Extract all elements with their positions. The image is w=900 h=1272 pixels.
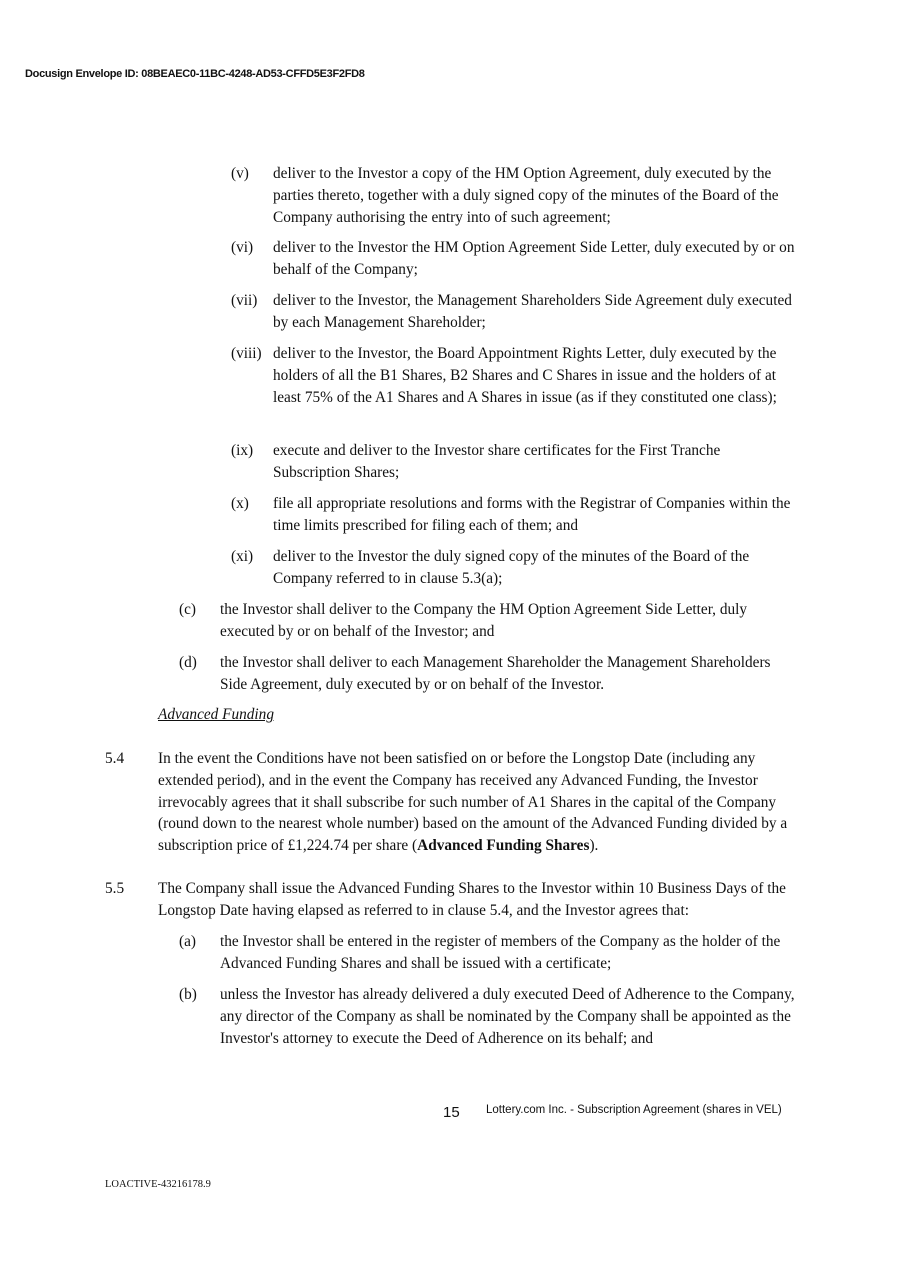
page-number: 15	[443, 1104, 460, 1121]
clause-text-part: In the event the Conditions have not been satisfied on or before the Longstop Date (including any extended period), and in the event the Company has received any Advanced Funding, the Investor irrevocably agrees that it shall subscribe for such number of A1 Shares in the capital of the Company (round down to the nearest whole number) based on the amount of the Advanced Funding divided by a subscription price of £1,224.74 per share (	[158, 750, 788, 855]
item-number: (c)	[179, 601, 196, 618]
clause-text-part: ).	[589, 837, 599, 855]
item-number: (b)	[179, 986, 197, 1003]
item-text: deliver to the Investor the HM Option Agreement Side Letter, duly executed by or on behalf of the Company;	[273, 239, 795, 278]
item-number: (vi)	[231, 239, 254, 256]
item-number: (v)	[231, 165, 249, 182]
item-number: (d)	[179, 654, 197, 671]
section-heading: Advanced Funding	[158, 706, 274, 723]
item-number: (ix)	[231, 442, 254, 459]
item-text: unless the Investor has already delivered a duly executed Deed of Adherence to the Company, any director of the Company as shall be nominated by the Company shall be appointed as the Investor's attorney to execute the Deed of Adherence on its behalf; and	[220, 986, 795, 1047]
item-number: (a)	[179, 933, 196, 950]
item-text: the Investor shall be entered in the register of members of the Company as the holder of the Advanced Funding Shares and shall be issued with a certificate;	[220, 933, 781, 972]
item-text: the Investor shall deliver to each Management Shareholder the Management Shareholders Side Agreement, duly executed by or on behalf of the Investor.	[220, 654, 771, 693]
item-number: (vii)	[231, 292, 258, 309]
item-text: deliver to the Investor a copy of the HM Option Agreement, duly executed by the parties thereto, together with a duly signed copy of the minutes of the Board of the Company authorising the entry into of such agreement;	[273, 165, 779, 226]
clause-number: 5.4	[105, 750, 125, 767]
item-number: (viii)	[231, 345, 262, 362]
item-text: execute and deliver to the Investor share certificates for the First Tranche Subscription Shares;	[273, 442, 721, 481]
item-text: deliver to the Investor the duly signed copy of the minutes of the Board of the Company referred to in clause 5.3(a);	[273, 548, 750, 587]
clause-number: 5.5	[105, 880, 125, 897]
item-text: the Investor shall deliver to the Company the HM Option Agreement Side Letter, duly executed by or on behalf of the Investor; and	[220, 601, 748, 640]
item-number: (xi)	[231, 548, 254, 565]
clause-text	[158, 748, 806, 857]
docusign-envelope-id: Docusign Envelope ID: 08BEAEC0-11BC-4248-AD53-CFFD5E3F2FD8	[25, 68, 365, 80]
clause-text: The Company shall issue the Advanced Funding Shares to the Investor within 10 Business Days of the Longstop Date having elapsed as referred to in clause 5.4, and the Investor agrees that:	[158, 880, 786, 919]
item-number: (x)	[231, 495, 249, 512]
footer-title: Lottery.com Inc. - Subscription Agreement (shares in VEL)	[486, 1104, 782, 1116]
item-text: file all appropriate resolutions and forms with the Registrar of Companies within the time limits prescribed for filing each of them; and	[273, 495, 791, 534]
document-reference: LOACTIVE-43216178.9	[105, 1179, 211, 1190]
defined-term: Advanced Funding Shares	[417, 837, 590, 855]
item-text: deliver to the Investor, the Management Shareholders Side Agreement duly executed by each Management Shareholder;	[273, 292, 792, 331]
item-text: deliver to the Investor, the Board Appointment Rights Letter, duly executed by the holders of all the B1 Shares, B2 Shares and C Shares in issue and the holders of at least 75% of the A1 Shares and A Shares in issue (as if they constituted one class);	[273, 345, 777, 406]
